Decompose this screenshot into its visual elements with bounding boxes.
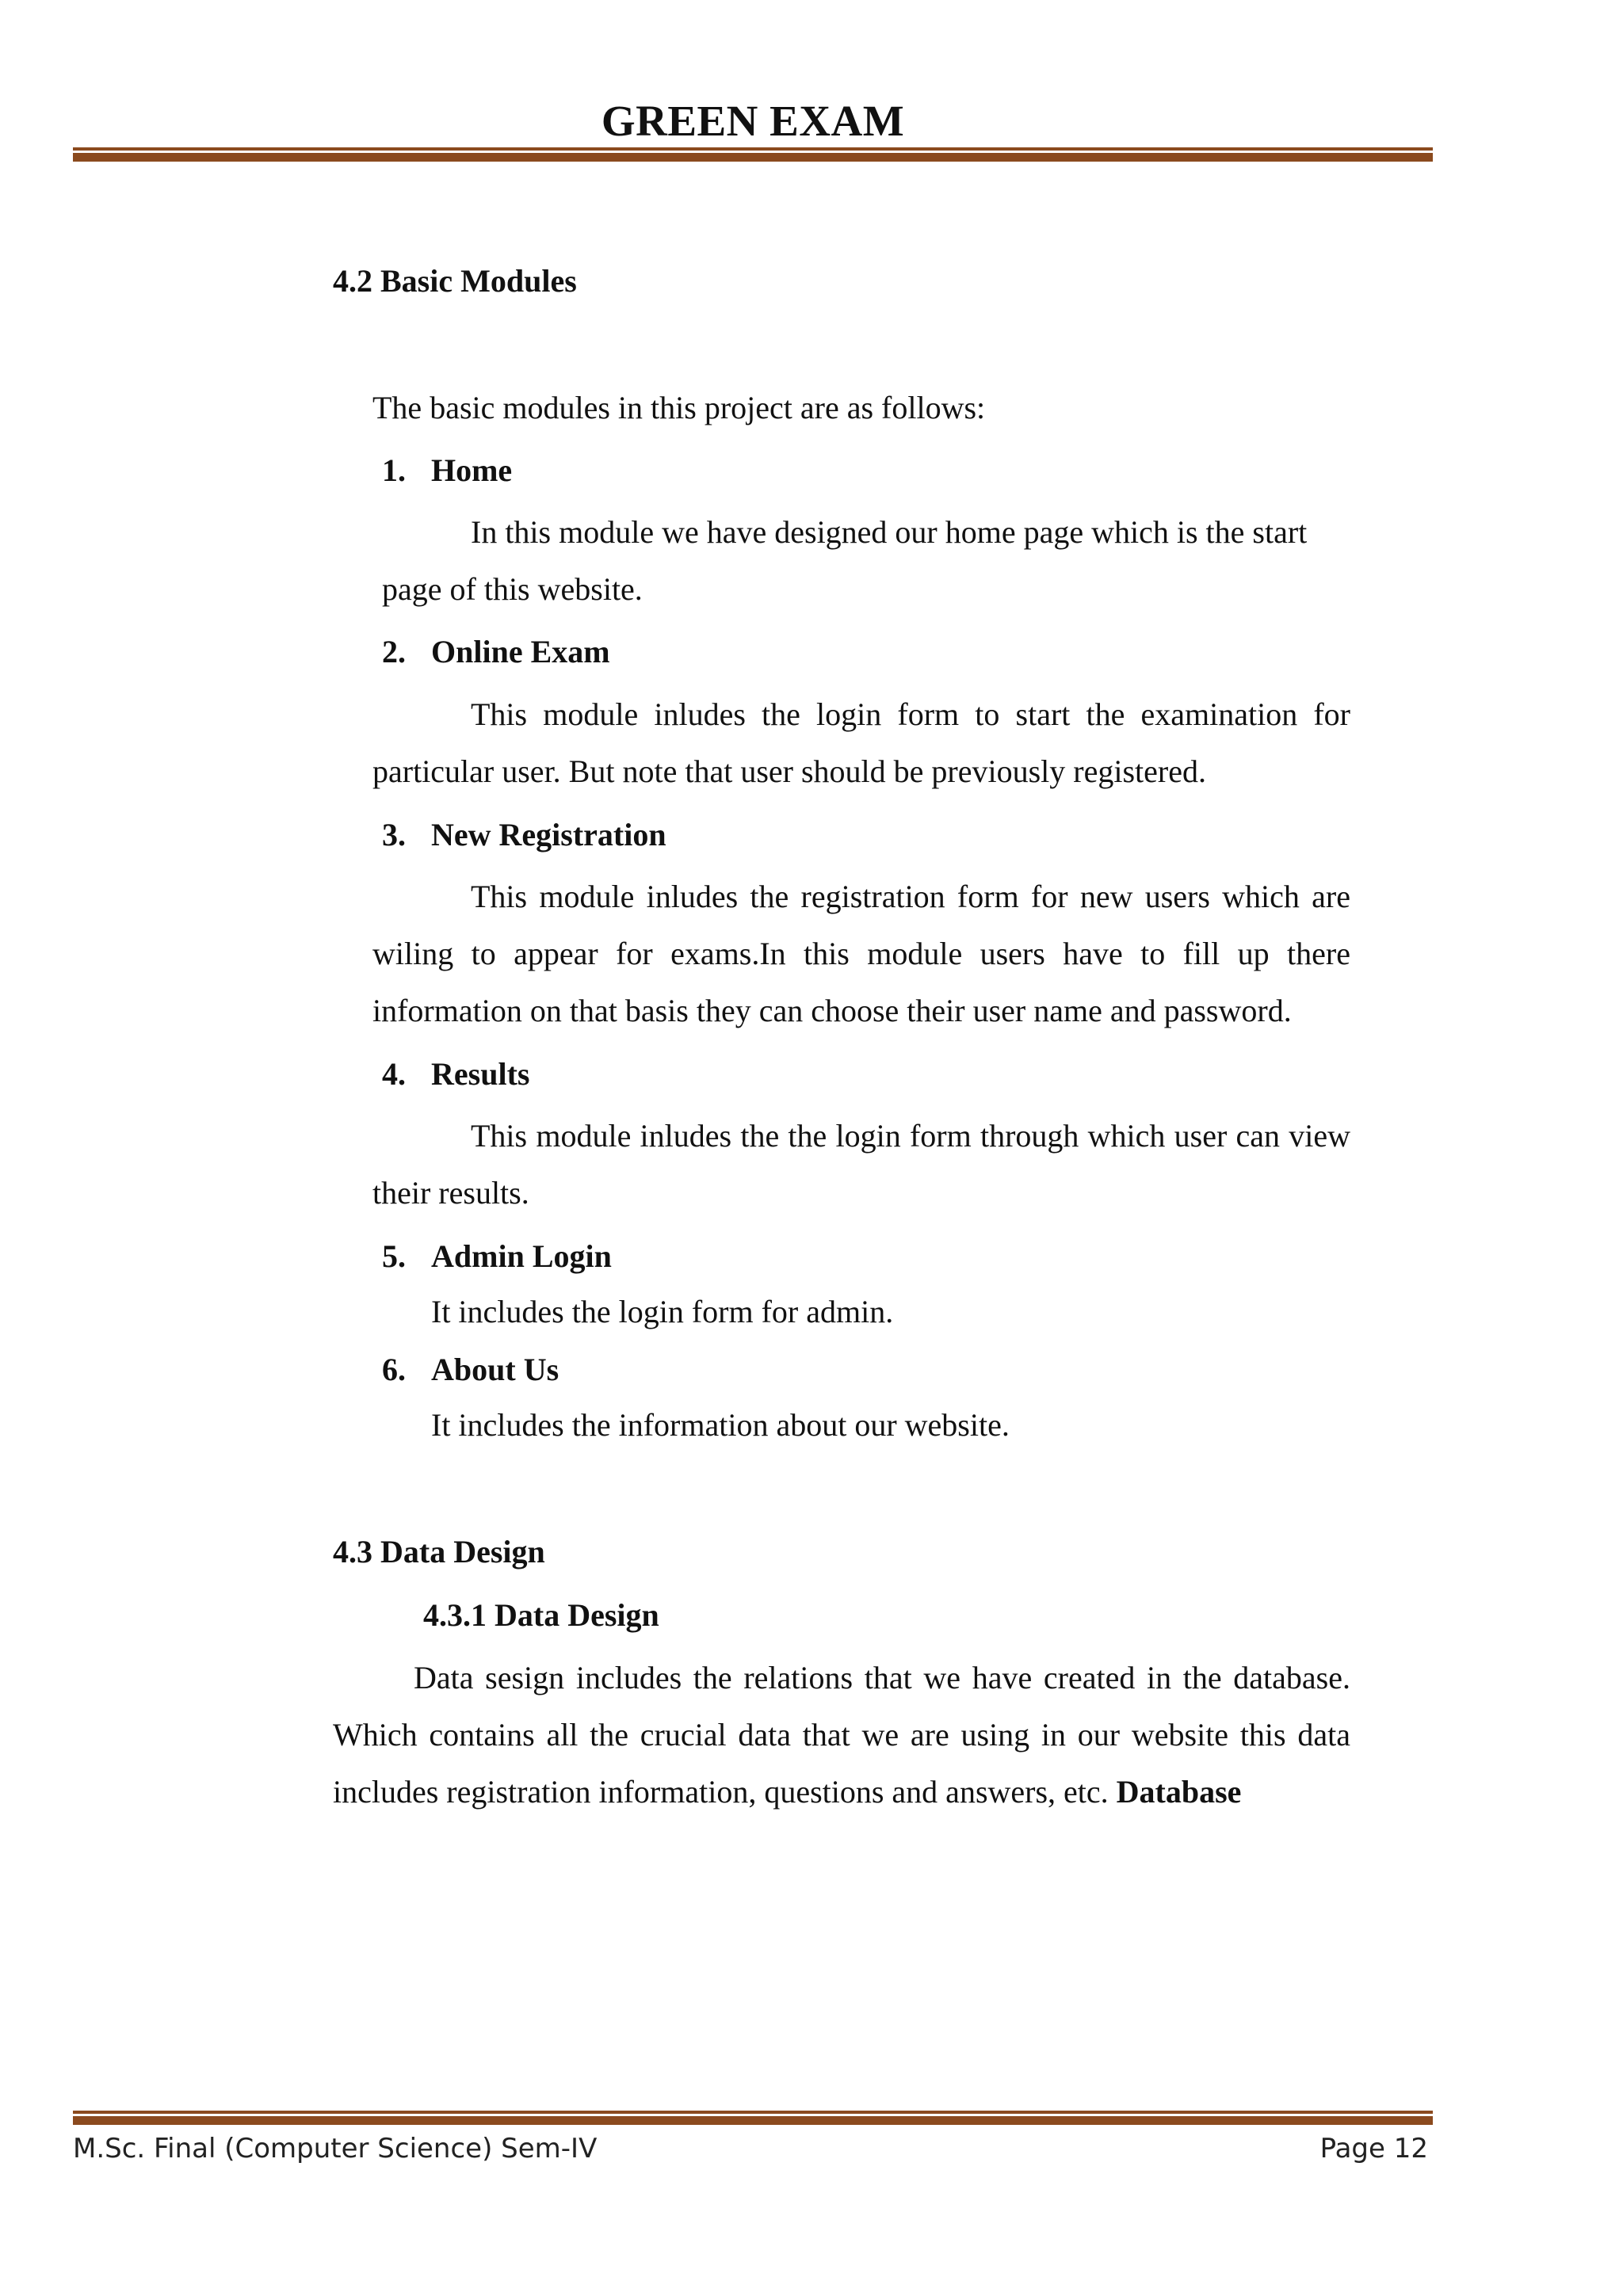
list-item-new-registration xyxy=(382,815,406,855)
list-item-label: Online Exam xyxy=(431,634,610,669)
section-heading-4-3: 4.3 Data Design xyxy=(333,1534,545,1569)
subsection-heading-4-3-1: 4.3.1 Data Design xyxy=(423,1597,659,1633)
list-item-online-exam xyxy=(382,632,406,672)
list-item-number: 6. xyxy=(382,1352,406,1387)
section-heading-4-2: 4.2 Basic Modules xyxy=(333,263,577,299)
footer-page-number: Page 12 xyxy=(1319,2133,1428,2164)
list-item-home xyxy=(382,451,406,490)
list-item-description: It includes the login form for admin. xyxy=(431,1294,894,1329)
list-item-label: Results xyxy=(431,1056,530,1092)
section-intro: The basic modules in this project are as follows: xyxy=(372,390,986,425)
list-item-number: 5. xyxy=(382,1238,406,1274)
list-item-label: About Us xyxy=(431,1352,559,1387)
list-item-number: 2. xyxy=(382,634,406,669)
list-item-about-us xyxy=(382,1350,406,1390)
list-item-label: Admin Login xyxy=(431,1238,612,1274)
list-item-description: This module inludes the the login form through which user can view their results. xyxy=(372,1118,1350,1211)
footer-divider xyxy=(73,2111,1433,2125)
list-item-label: Home xyxy=(431,452,513,488)
page-header-title: GREEN EXAM xyxy=(601,97,905,145)
list-item-results xyxy=(382,1055,406,1094)
header-divider xyxy=(73,147,1433,162)
list-item-label: New Registration xyxy=(431,817,666,852)
list-item-number: 4. xyxy=(382,1056,406,1092)
list-item-number: 3. xyxy=(382,817,406,852)
list-item-description: This module inludes the login form to start the examination for particular user. But note that user should be previously registered. xyxy=(372,696,1350,789)
list-item-description: It includes the information about our website. xyxy=(431,1407,1010,1443)
list-item-description: This module inludes the registration form for new users which are wiling to appear for exams.In this module users have to fill up there information on that basis they can choose their user name and password. xyxy=(372,879,1350,1028)
data-design-paragraph: Data sesign includes the relations that we have created in the database. Which contains all the crucial data that we are using in our website this data includes registration information, questions and answers, etc. Database xyxy=(333,1660,1350,1810)
list-item-description: In this module we have designed our home page which is the start page of this website. xyxy=(382,514,1308,607)
list-item-admin-login xyxy=(382,1237,406,1276)
list-item-number: 1. xyxy=(382,452,406,488)
footer-course-label: M.Sc. Final (Computer Science) Sem-IV xyxy=(73,2133,598,2164)
trailing-bold-text: Database xyxy=(1116,1774,1242,1810)
